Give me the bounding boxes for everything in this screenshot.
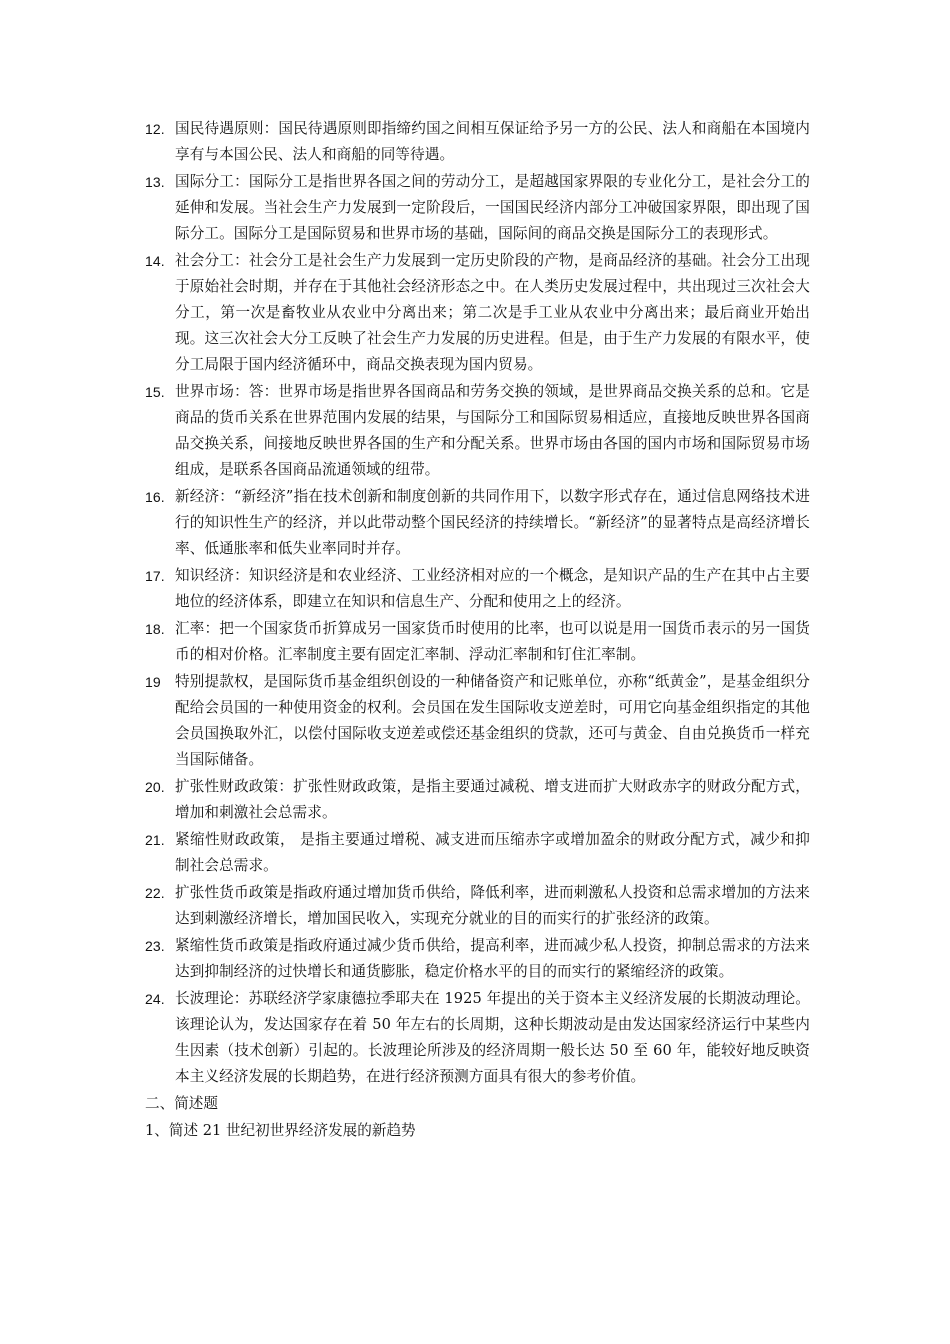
item-number: 16. (145, 489, 165, 505)
list-item (145, 827, 810, 879)
list-item (145, 484, 810, 562)
item-text: 世界市场：答：世界市场是指世界各国商品和劳务交换的领域，是世界商品交换关系的总和。它是商品的货币关系在世界范围内发展的结果，与国际分工和国际贸易相适应，直接地反映世界各国商品交换关系，间接地反映世界各国的生产和分配关系。世界市场由各国的国内市场和国际贸易市场组成，是联系各国商品流通领域的纽带。 (175, 383, 810, 478)
item-text: 扩张性财政政策：扩张性财政政策，是指主要通过减税、增支进而扩大财政赤字的财政分配方式，增加和刺激社会总需求。 (175, 778, 810, 821)
list-item (145, 986, 810, 1090)
item-text: 国际分工：国际分工是指世界各国之间的劳动分工，是超越国家界限的专业化分工，是社会分工的延伸和发展。当社会生产力发展到一定阶段后，一国国民经济内部分工冲破国家界限，即出现了国际分工。国际分工是国际贸易和世界市场的基础，国际间的商品交换是国际分工的表现形式。 (175, 173, 810, 242)
list-item (145, 379, 810, 483)
item-number: 20. (145, 779, 165, 795)
list-item (145, 880, 810, 932)
item-text: 特别提款权，是国际货币基金组织创设的一种储备资产和记账单位，亦称“纸黄金”，是基金组织分配给会员国的一种使用资金的权利。会员国在发生国际收支逆差时，可用它向基金组织指定的其他会员国换取外汇，以偿付国际收支逆差或偿还基金组织的贷款，还可与黄金、自由兑换货币一样充当国际储备。 (175, 673, 810, 768)
item-number: 24. (145, 991, 165, 1007)
item-number: 21. (145, 832, 165, 848)
list-item (145, 774, 810, 826)
item-text: 新经济：“新经济”指在技术创新和制度创新的共同作用下，以数字形式存在，通过信息网络技术进行的知识性生产的经济，并以此带动整个国民经济的持续增长。“新经济”的显著特点是高经济增长率、低通胀率和低失业率同时并存。 (175, 488, 810, 557)
list-item (145, 169, 810, 247)
item-number: 18. (145, 621, 165, 637)
item-number: 22. (145, 885, 165, 901)
section-heading: 二、简述题 (145, 1095, 218, 1112)
list-item (145, 933, 810, 985)
item-number: 13. (145, 174, 165, 190)
item-text: 知识经济：知识经济是和农业经济、工业经济相对应的一个概念，是知识产品的生产在其中占主要地位的经济体系，即建立在知识和信息生产、分配和使用之上的经济。 (175, 567, 810, 610)
item-text: 国民待遇原则：国民待遇原则即指缔约国之间相互保证给予另一方的公民、法人和商船在本国境内享有与本国公民、法人和商船的同等待遇。 (175, 120, 810, 163)
item-text: 扩张性货币政策是指政府通过增加货币供给，降低利率，进而刺激私人投资和总需求增加的方法来达到刺激经济增长，增加国民收入，实现充分就业的目的而实行的扩张经济的政策。 (175, 884, 810, 927)
item-text: 紧缩性财政政策， 是指主要通过增税、减支进而压缩赤字或增加盈余的财政分配方式，减少和抑制社会总需求。 (175, 831, 810, 874)
item-number: 19 (145, 674, 161, 690)
item-number: 15. (145, 384, 165, 400)
item-text: 汇率：把一个国家货币折算成另一国家货币时使用的比率，也可以说是用一国货币表示的另一国货币的相对价格。汇率制度主要有固定汇率制、浮动汇率制和钉住汇率制。 (175, 620, 810, 663)
item-text: 紧缩性货币政策是指政府通过减少货币供给，提高利率，进而减少私人投资，抑制总需求的方法来达到抑制经济的过快增长和通货膨胀，稳定价格水平的目的而实行的紧缩经济的政策。 (175, 937, 810, 980)
list-item (145, 616, 810, 668)
item-number: 12. (145, 121, 165, 137)
item-number: 14. (145, 253, 165, 269)
item-text: 社会分工：社会分工是社会生产力发展到一定历史阶段的产物，是商品经济的基础。社会分工出现于原始社会时期，并存在于其他社会经济形态之中。在人类历史发展过程中，共出现过三次社会大分工，第一次是畜牧业从农业中分离出来；第二次是手工业从农业中分离出来；最后商业开始出现。这三次社会大分工反映了社会生产力发展的历史进程。但是，由于生产力发展的有限水平，使分工局限于国内经济循环中，商品交换表现为国内贸易。 (175, 252, 810, 373)
question-item: 1、简述 21 世纪初世界经济发展的新趋势 (145, 1122, 416, 1139)
item-number: 17. (145, 568, 165, 584)
item-text: 长波理论：苏联经济学家康德拉季耶夫在 1925 年提出的关于资本主义经济发展的长期波动理论。该理论认为，发达国家存在着 50 年左右的长周期，这种长期波动是由发达国家经济运行中某些内生因素（技术创新）引起的。长波理论所涉及的经济周期一般长达 50 至 60 年，能较好地反映资本主义经济发展的长期趋势，在进行经济预测方面具有很大的参考价值。 (175, 990, 810, 1085)
item-number: 23. (145, 938, 165, 954)
list-item (145, 563, 810, 615)
document-body (145, 116, 810, 1144)
list-item (145, 669, 810, 773)
list-item (145, 248, 810, 378)
list-item (145, 116, 810, 168)
